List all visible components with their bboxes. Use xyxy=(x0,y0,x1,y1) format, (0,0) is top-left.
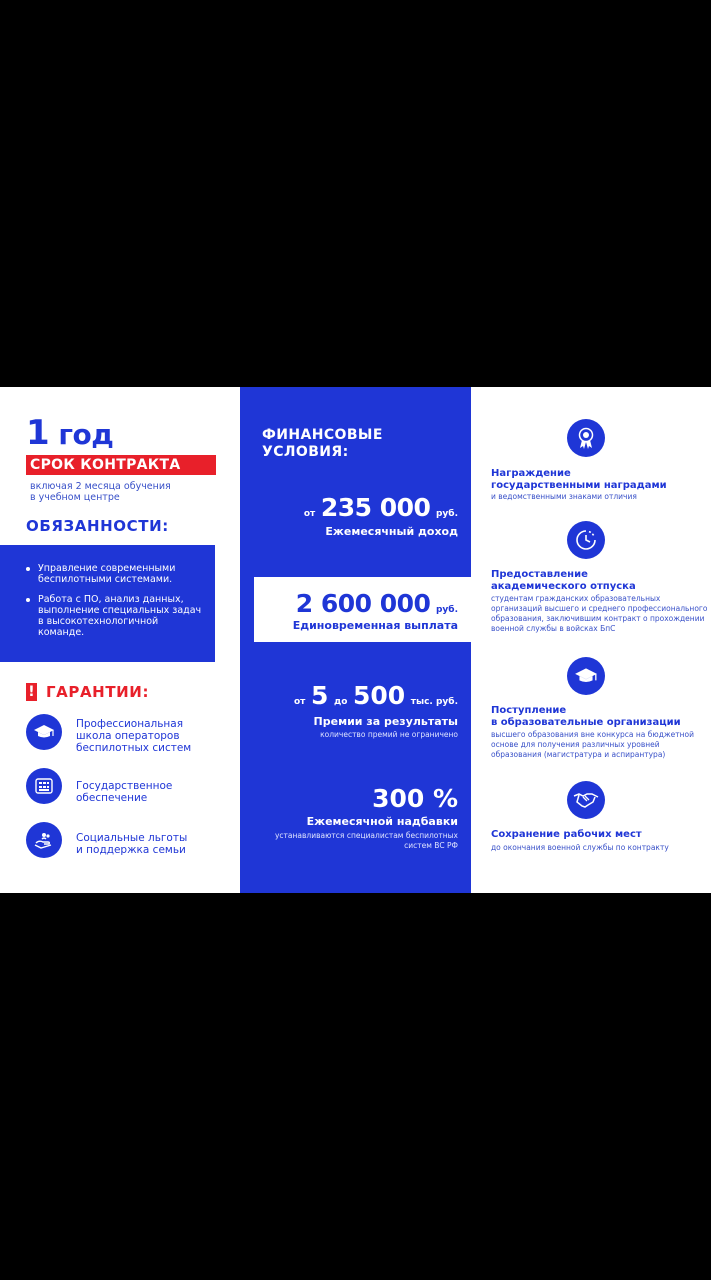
benefit-title xyxy=(491,569,636,593)
benefit-title xyxy=(491,829,642,841)
contract-term xyxy=(26,413,113,453)
allowance-note-line: устанавливаются специалистам беспилотных xyxy=(274,831,458,840)
duty-item xyxy=(26,594,203,638)
benefit-text-line: образования, заключившим контракт о прохождении xyxy=(491,614,705,623)
monthly-prefix: от xyxy=(303,509,316,519)
guarantee-text xyxy=(76,780,172,804)
guarantee-line: Профессиональная xyxy=(76,718,184,730)
lump-sum-label: Единовременная выплата xyxy=(292,619,458,632)
clock-icon xyxy=(567,521,605,559)
benefit-title-line: Сохранение рабочих мест xyxy=(491,829,642,840)
duty-line: выполнение специальных задач xyxy=(38,605,202,616)
bonus-amount xyxy=(262,681,458,710)
family-hands-icon xyxy=(26,822,62,858)
allowance-note xyxy=(262,831,458,851)
guarantee-text xyxy=(76,718,191,754)
medal-icon xyxy=(567,419,605,457)
benefit-title-line: Награждение xyxy=(491,468,571,479)
contract-note xyxy=(30,481,171,503)
duties-box xyxy=(0,545,215,662)
benefit-text-line: образования (магистратура и аспирантура) xyxy=(491,750,666,759)
guarantee-line: беспилотных систем xyxy=(76,742,192,754)
duty-line: Управление современными xyxy=(38,563,176,574)
allowance-label-part: Ежемесячной xyxy=(306,815,393,828)
monthly-income-amount xyxy=(292,493,458,522)
benefit-text xyxy=(491,594,709,634)
benefit-title xyxy=(491,705,681,729)
warning-mark: ! xyxy=(26,683,37,701)
benefit-text-line: студентам гражданских образовательных xyxy=(491,594,661,603)
bonus-to-word: до xyxy=(333,697,348,707)
guarantee-line: обеспечение xyxy=(76,792,148,804)
benefit-text-line: организаций высшего и среднего профессионального xyxy=(491,604,708,613)
benefit-title-line: государственными наградами xyxy=(491,480,667,491)
allowance-label-part: надбавки xyxy=(396,815,458,828)
duties-title: ОБЯЗАННОСТИ: xyxy=(26,517,169,535)
guarantee-line: и поддержка семьи xyxy=(76,844,186,856)
allowance-note-line: систем ВС РФ xyxy=(404,841,458,850)
lump-sum-value: 2 600 000 xyxy=(295,589,431,618)
duty-line: в высокотехнологичной xyxy=(38,616,159,627)
duty-line: команде. xyxy=(38,627,85,638)
finance-title-line: ФИНАНСОВЫЕ xyxy=(262,427,383,443)
contract-note-line: в учебном центре xyxy=(30,492,120,503)
benefit-title-line: академического отпуска xyxy=(491,581,636,592)
bonus-unit: тыс. руб. xyxy=(410,697,458,707)
benefit-text xyxy=(491,730,709,760)
lump-sum-amount xyxy=(262,589,458,618)
guarantees-title: ГАРАНТИИ: xyxy=(46,683,150,701)
allowance-amount: 300 % xyxy=(372,784,458,813)
graduation-cap-icon xyxy=(567,657,605,695)
bonus-label: Премии за результаты xyxy=(313,715,458,728)
poster xyxy=(0,387,711,893)
duty-line: беспилотными системами. xyxy=(38,574,173,585)
guarantee-line: Государственное xyxy=(76,780,173,792)
handshake-icon xyxy=(567,781,605,819)
benefit-text xyxy=(491,843,669,853)
benefit-text-line: и ведомственными знаками отличия xyxy=(491,492,637,501)
contract-note-line: включая 2 месяца обучения xyxy=(30,481,171,492)
benefit-text-line: до окончания военной службы по контракту xyxy=(491,843,669,852)
monthly-unit: руб. xyxy=(435,509,458,519)
duty-item xyxy=(26,563,203,585)
monthly-amount: 235 000 xyxy=(320,493,431,522)
benefit-text-line: военной службы в войсках БпС xyxy=(491,624,616,633)
graduation-cap-icon xyxy=(26,714,62,750)
guarantee-line: Социальные льготы xyxy=(76,832,188,844)
benefit-title-line: Предоставление xyxy=(491,569,588,580)
guarantee-text xyxy=(76,832,187,856)
contract-term-number: 1 xyxy=(26,413,50,453)
finance-title xyxy=(262,427,383,461)
bonus-from: 5 xyxy=(310,681,329,710)
benefit-title-line: в образовательные организации xyxy=(491,717,681,728)
benefit-title xyxy=(491,468,667,492)
duty-line: Работа с ПО, анализ данных, xyxy=(38,594,184,605)
allowance-label xyxy=(262,815,458,828)
bonus-note: количество премий не ограничено xyxy=(320,730,458,739)
finance-title-line: УСЛОВИЯ: xyxy=(262,444,349,460)
calculator-icon xyxy=(26,768,62,804)
benefit-text-line: высшего образования вне конкурса на бюджетной xyxy=(491,730,694,739)
bonus-to: 500 xyxy=(352,681,406,710)
lump-sum-unit: руб. xyxy=(435,605,458,615)
benefit-title-line: Поступление xyxy=(491,705,567,716)
monthly-income-label: Ежемесячный доход xyxy=(325,525,458,538)
contract-term-unit: год xyxy=(58,418,114,451)
contract-term-label: СРОК КОНТРАКТА xyxy=(26,455,216,475)
benefit-text-line: основе для получения различных уровней xyxy=(491,740,660,749)
benefit-text xyxy=(491,492,637,502)
bonus-from-word: от xyxy=(293,697,306,707)
guarantee-line: школа операторов xyxy=(76,730,180,742)
